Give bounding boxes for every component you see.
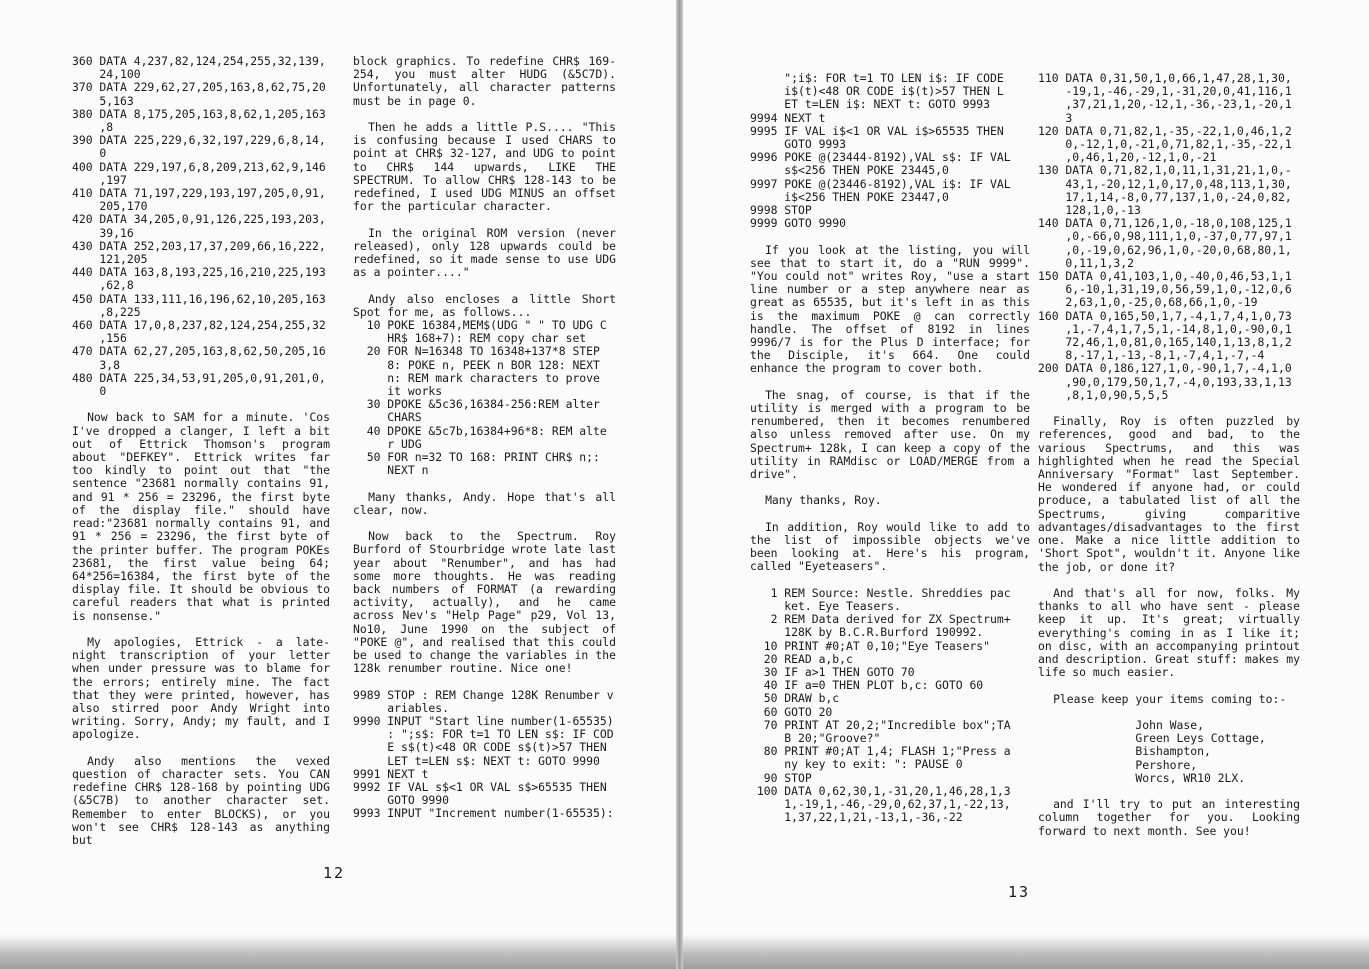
paragraph: Then he adds a little P.S.... "This is confusing because I used CHARS to point at CHR$ 32-127, and UDG to point to CHR$ 144 upwards, LIKE THE SPECTRUM. To allow CHR$ 128-143 to be redefined, I used UDG MINUS an offset for the particular character. <box>353 120 616 214</box>
page-gutter <box>676 0 683 969</box>
paragraph: In the original ROM version (never released), only 128 upwards could be redefined, so it made sense to use UDG as a pointer...." <box>353 225 616 280</box>
right-column-1 <box>750 72 1030 825</box>
left-column-2 <box>353 55 616 821</box>
data-listing: 110 DATA 0,31,50,1,0,66,1,47,28,1,30, -19,1,-46,-29,1,-31,20,0,41,116,1 ,37,21,1,20,-12,1,-36,-23,1,-20,1 3 120 DATA 0,71,82,1,-35,-22,1,0,46,1,2 0,-12,1,0,-21,0,71,82,1,-35,-22,1 ,0,46,1,20,-12,1,0,-21 130 DATA 0,71,82,1,0,11,1,31,21,1,0,- 43,1,-20,12,1,0,17,0,48,113,1,30, 17,1,14,-8,0,77,137,1,0,-24,0,82, 128,1,0,-13 140 DATA 0,71,126,1,0,-18,0,108,125,1 ,0,-66,0,98,111,1,0,-37,0,77,97,1 ,0,-19,0,62,96,1,0,-20,0,68,80,1, 0,11,1,3,2 150 DATA 0,41,103,1,0,-40,0,46,53,1,1 6,-10,1,31,19,0,56,59,1,0,-12,0,6 2,63,1,0,-25,0,68,66,1,0,-19 160 DATA 0,165,50,1,7,-4,1,7,4,1,0,73 ,1,-7,4,1,7,5,1,-14,8,1,0,-90,0,1 72,46,1,0,81,0,165,140,1,13,8,1,2 8,-17,1,-13,-8,1,-7,4,1,-7,-4 200 DATA 0,186,127,1,0,-90,1,7,-4,1,0 ,90,0,179,50,1,7,-4,0,193,33,1,13 ,8,1,0,90,5,5,5 <box>1038 71 1292 402</box>
page-number: 13 <box>1008 883 1031 901</box>
paragraph: Please keep your items coming to:- <box>1053 691 1287 706</box>
right-column-2 <box>1038 72 1300 851</box>
scan-shadow <box>0 935 676 969</box>
left-column-1 <box>72 55 330 860</box>
paragraph: Now back to SAM for a minute. 'Cos I've dropped a clanger, I left a bit out of Ettrick Thomson's program about "DEFKEY". Ettrick writes far too kindly to point out that "the sentence "23681 normally contains 91, and 91 * 256 = 23296, the first byte of the display file." should have read:"23681 normally contains 91, and 91 * 256 = 23296, the first byte of the printer buffer. The program POKEs 23681, the first value being 64; 64*256=16384, the first byte of the display file. It should be obvious to careful readers that what is printed is nonsense." <box>72 410 330 623</box>
paragraph: The snag, of course, is that if the utility is merged with a program to be renumbered, then it becomes renumbered also unless removed after use. On my Spectrum+ 128k, I can keep a copy of the utility in RAMdisc or LOAD/MERGE from a drive". <box>750 387 1030 482</box>
paragraph: and I'll try to put an interesting column together for you. Looking forward to next month. See you! <box>1038 797 1300 838</box>
paragraph: My apologies, Ettrick - a late-night transcription of your letter when under pressure was to blame for the errors; entirely mine. The fact that they were printed, however, has also stirred poor Andy Wright into writing. Sorry, Andy; my fault, and I apologize. <box>72 634 330 742</box>
paragraph: Now back to the Spectrum. Roy Burford of Stourbridge wrote late last year about "Renumber", and has had some more thoughts. He was reading back numbers of FORMAT (a rewarding activity, actually), and he came across Nev's "Help Page" p29, Vol 13, No10, June 1990 on the subject of "POKE @", and realised that this could be used to change the variables in the 128k renumber routine. Nice one! <box>353 529 616 676</box>
code-listing: 9989 STOP : REM Change 128K Renumber v ariables. 9990 INPUT "Start line number(1-65535) : ";s$: FOR t=1 TO LEN s$: IF COD E s$(t)<48 OR CODE s$(t)>57 THEN LET t=LEN s$: NEXT t: GOTO 9990 9991 NEXT t 9992 IF VAL s$<1 OR VAL s$>65535 THEN GOTO 9990 9993 INPUT "Increment number(1-65535): <box>353 687 614 821</box>
code-listing: 10 POKE 16384,MEM$(UDG " " TO UDG C HR$ 168+7): REM copy char set 20 FOR N=16348 TO 16348+137*8 STEP 8: POKE n, PEEK n BOR 128: NEXT n: REM mark characters to prove it works 30 DPOKE &5c36,16384-256:REM alter CHARS 40 DPOKE &5c7b,16384+96*8: REM alte r UDG 50 FOR n=32 TO 168: PRINT CHR$ n;: NEXT n <box>366 318 607 478</box>
paragraph: Many thanks, Andy. Hope that's all clear, now. <box>353 489 616 517</box>
page-number: 12 <box>323 864 346 882</box>
data-listing: 360 DATA 4,237,82,124,254,255,32,139, 24,100 370 DATA 229,62,27,205,163,8,62,75,20 5,163 380 DATA 8,175,205,163,8,62,1,205,163 ,8 390 DATA 225,229,6,32,197,229,6,8,14, 0 400 DATA 229,197,6,8,209,213,62,9,146 ,197 410 DATA 71,197,229,193,197,205,0,91, 205,170 420 DATA 34,205,0,91,126,225,193,203, 39,16 430 DATA 252,203,17,37,209,66,16,222, 121,205 440 DATA 163,8,193,225,16,210,225,193 ,62,8 450 DATA 133,111,16,196,62,10,205,163 ,8,225 460 DATA 17,0,8,237,82,124,254,255,32 ,156 470 DATA 62,27,205,163,8,62,50,205,16 3,8 480 DATA 225,34,53,91,205,0,91,201,0, 0 <box>72 54 326 399</box>
left-page <box>0 0 676 969</box>
paragraph: In addition, Roy would like to add to the list of impossible objects we've been looking at. Here's his program, called "Eyeteasers". <box>750 519 1030 574</box>
address-line: Bishampton, <box>1135 744 1211 759</box>
paragraph: Finally, Roy is often puzzled by references, good and bad, to the various Spectrums, and this was highlighted when he read the Special Anniversary "Format" last September. He wondered if anyone had, or could produce, a tabulated list of all the Spectrums, giving comparitive advantages/disadvantages to the first one. Make a nice little addition to 'Short Spot", wouldn't it. Anyone like the job, or done it? <box>1038 414 1300 574</box>
paragraph: Many thanks, Roy. <box>765 493 882 508</box>
postal-address <box>1038 719 1300 785</box>
code-listing: ";i$: FOR t=1 TO LEN i$: IF CODE i$(t)<48 OR CODE i$(t)>57 THEN L ET t=LEN i$: NEXT t: GOTO 9993 9994 NEXT t 9995 IF VAL i$<1 OR VAL i$>65535 THEN GOTO 9993 9996 POKE @(23444-8192),VAL s$: IF VAL s$<256 THEN POKE 23445,0 9997 POKE @(23446-8192),VAL i$: IF VAL i$<256 THEN POKE 23447,0 9998 STOP 9999 GOTO 9990 <box>750 71 1011 231</box>
address-line: Pershore, <box>1135 757 1198 772</box>
paragraph: Andy also encloses a little Short Spot for me, as follows... <box>353 291 616 319</box>
scan-shadow <box>683 935 1369 969</box>
address-line: John Wase, <box>1135 717 1204 732</box>
address-line: Green Leys Cottage, <box>1135 731 1266 746</box>
paragraph: And that's all for now, folks. My thanks to all who have sent - please keep it up. It's great; virtually everything's coming in as I like it; on disc, with an accompanying printout and description. Great stuff: makes my life so much easier. <box>1038 585 1300 680</box>
code-listing: 1 REM Source: Nestle. Shreddies pac ket. Eye Teasers. 2 REM Data derived for ZX Spectrum+ 128K by B.C.R.Burford 190992. 10 PRINT #0;AT 0,10;"Eye Teasers" 20 READ a,b,c 30 IF a>1 THEN GOTO 70 40 IF a=0 THEN PLOT b,c: GOTO 60 50 DRAW b,c 60 GOTO 20 70 PRINT AT 20,2;"Incredible box";TA B 20;"Groove?" 80 PRINT #0;AT 1,4; FLASH 1;"Press a ny key to exit: ": PAUSE 0 90 STOP 100 DATA 0,62,30,1,-31,20,1,46,28,1,3 1,-19,1,-46,-29,0,62,37,1,-22,13, 1,37,22,1,21,-13,1,-36,-22 <box>756 585 1011 825</box>
paragraph: block graphics. To redefine CHR$ 169-254, you must alter HUDG (&5C7D). Unfortunately, all character patterns must be in page 0. <box>353 54 616 108</box>
address-line: Worcs, WR10 2LX. <box>1135 770 1246 785</box>
right-page <box>683 0 1369 969</box>
paragraph: Andy also mentions the vexed question of character sets. You CAN redefine CHR$ 128-168 by pointing UDG (&5C7B) to another character set. Remember to enter BLOCKS), or you won't see CHR$ 128-143 as anything but <box>72 753 330 847</box>
paragraph: If you look at the listing, you will see that to start it, do a "RUN 9999". "You could not" writes Roy, "use a start line number or a step anywhere near as great as 65535, but it's left in as this is the maximum POKE @ can correctly handle. The offset of 8192 in lines 9996/7 is for the Plus D interface; for the Disciple, it's 664. One could enhance the program to cover both. <box>750 242 1030 376</box>
